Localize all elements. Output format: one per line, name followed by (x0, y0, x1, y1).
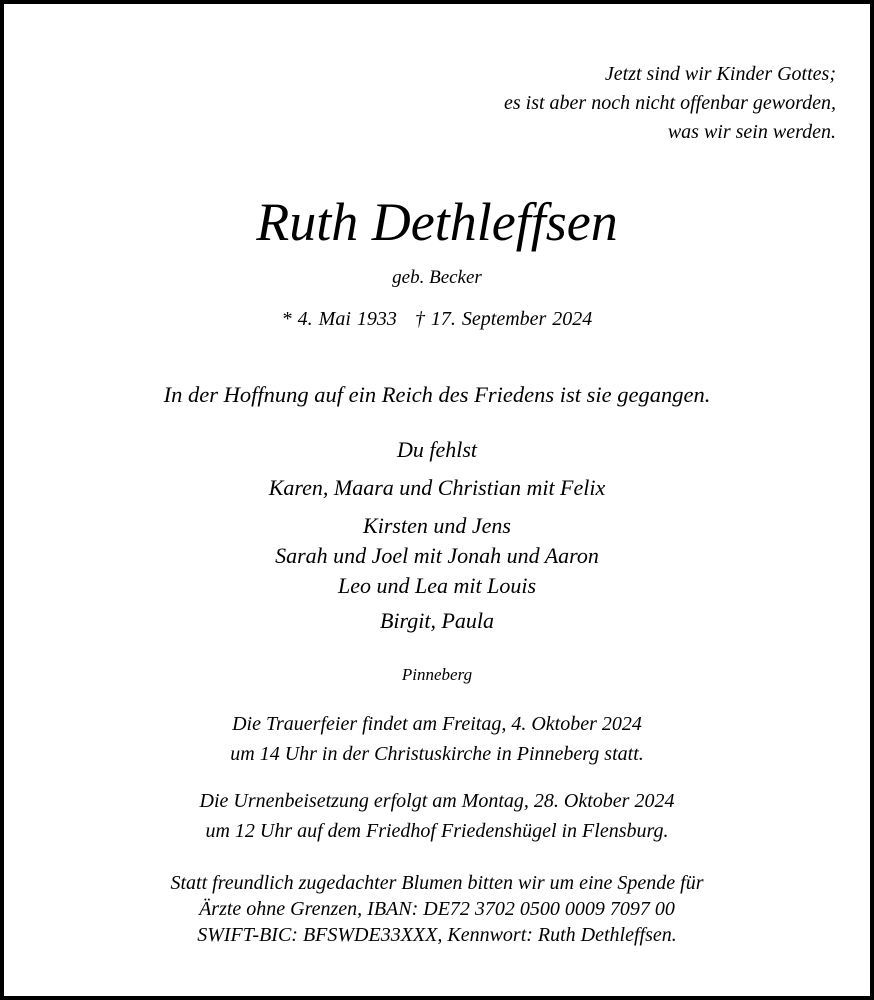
life-dates (4, 305, 870, 333)
quote-line: Jetzt sind wir Kinder Gottes; (604, 63, 836, 85)
mourner-line: Sarah und Joel mit Jonah und Aaron (275, 543, 599, 568)
quote-line: was wir sein werden. (667, 121, 836, 143)
funeral-service-info (4, 709, 870, 769)
mourners-group-2 (4, 511, 870, 601)
mourner-line: Kirsten und Jens (363, 513, 511, 538)
mourner-line: Birgit, Paula (379, 608, 495, 633)
quote-line: es ist aber noch nicht offenbar geworden, (504, 92, 836, 114)
mourner-line: Du fehlst (396, 437, 478, 462)
death-date: † 17. September 2024 (414, 308, 593, 330)
service-line: Die Trauerfeier findet am Freitag, 4. Oktober 2024 (232, 713, 642, 735)
donation-line: Ärzte ohne Grenzen, IBAN: DE72 3702 0500 0009 7097 00 (199, 898, 675, 920)
birth-date: * 4. Mai 1933 (281, 308, 397, 330)
donation-line: SWIFT-BIC: BFSWDE33XXX, Kennwort: Ruth Dethleffsen. (197, 924, 677, 946)
motto: In der Hoffnung auf ein Reich des Friedens ist sie gegangen. (163, 382, 711, 407)
mourners-group-3 (4, 606, 870, 636)
burial-line: Die Urnenbeisetzung erfolgt am Montag, 28. Oktober 2024 (199, 790, 675, 812)
service-line: um 14 Uhr in der Christuskirche in Pinneberg statt. (230, 743, 644, 765)
place: Pinneberg (401, 665, 473, 684)
deceased-name: Ruth Dethleffsen (256, 192, 618, 252)
mourners-group-1 (4, 435, 870, 503)
maiden-name: geb. Becker (392, 267, 482, 288)
urn-burial-info (4, 786, 870, 846)
mourner-line: Karen, Maara und Christian mit Felix (268, 475, 606, 500)
donation-line: Statt freundlich zugedachter Blumen bitten wir um eine Spende für (170, 872, 704, 894)
donation-info (4, 870, 870, 948)
bible-quote (504, 60, 836, 147)
burial-line: um 12 Uhr auf dem Friedhof Friedenshügel in Flensburg. (205, 820, 669, 842)
mourner-line: Leo und Lea mit Louis (337, 573, 537, 598)
